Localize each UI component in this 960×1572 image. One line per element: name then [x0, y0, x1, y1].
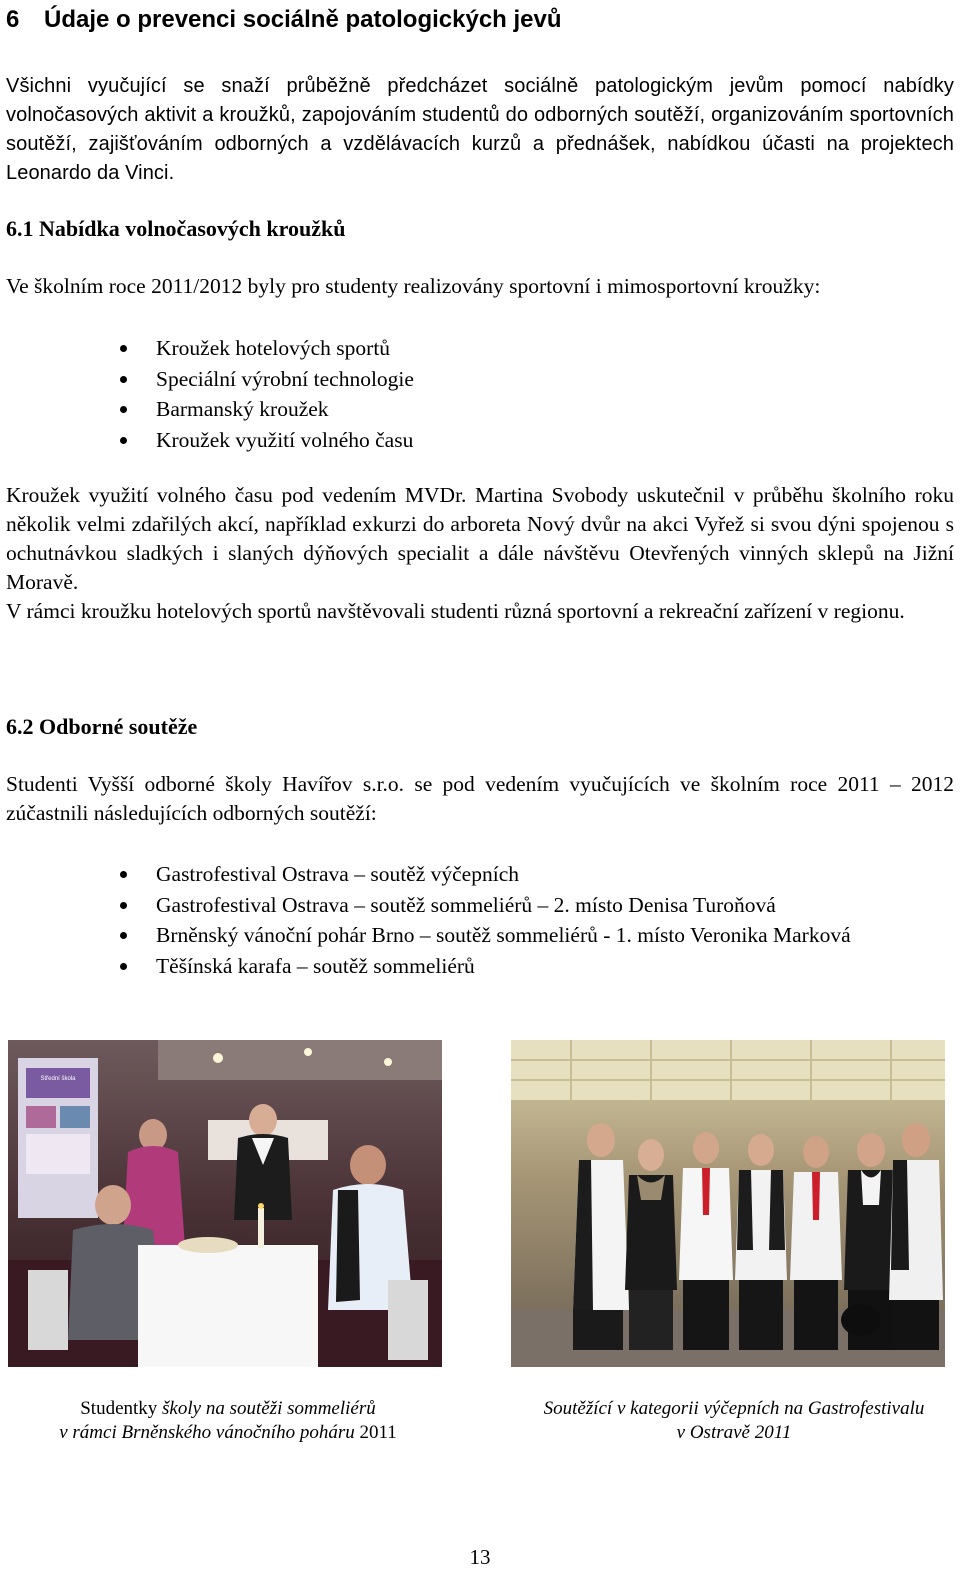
- section-6-1-paragraph: Ve školním roce 2011/2012 byly pro studenty realizovány sportovní i mimosportovní kroužky:: [6, 274, 821, 298]
- list-item: Kroužek využití volného času: [118, 425, 918, 456]
- caption-left-part4: 2011: [354, 1422, 397, 1443]
- caption-left-part2: školy na soutěži sommeliérů: [162, 1398, 376, 1419]
- caption-left-part3: v rámci Brněnského vánočního poháru: [59, 1422, 355, 1443]
- section-6-1-heading: 6.1 Nabídka volnočasových kroužků: [6, 216, 346, 241]
- list-item: Brněnský vánoční pohár Brno – soutěž sommeliérů - 1. místo Veronika Marková: [118, 920, 888, 951]
- gastrofestival-photo-image: [511, 1040, 945, 1367]
- clubs-list: [118, 333, 918, 455]
- section-6-2-heading: 6.2 Odborné soutěže: [6, 714, 198, 739]
- list-item: Kroužek hotelových sportů: [118, 333, 918, 364]
- list-item: Speciální výrobní technologie: [118, 364, 918, 395]
- leisure-club-paragraph: Kroužek využití volného času pod vedením MVDr. Martina Svobody uskutečnil v průběhu školního roku několik velmi zdařilých akcí, například exkurzi do arboreta Nový dvůr na akci Vyřež si svou dýni spojenou s ochutnávkou sladkých i slaných dýňových specialit a dále návštěvu Otevřených vinných sklepů na Jižní Moravě.: [6, 483, 954, 594]
- caption-left-part1: Studentky: [80, 1398, 163, 1419]
- list-item: Gastrofestival Ostrava – soutěž sommeliérů – 2. místo Denisa Turoňová: [118, 890, 888, 921]
- list-item: Gastrofestival Ostrava – soutěž výčepních: [118, 859, 888, 890]
- intro-paragraph: Všichni vyučující se snaží průběžně předcházet sociálně patologickým jevům pomocí nabídky volnočasových aktivit a kroužků, zapojováním studentů do odborných soutěží, organizováním sportovních soutěží, zajišťováním odborných a vzdělávacích kurzů a přednášek, nabídkou účasti na projektech Leonardo da Vinci.: [6, 75, 954, 184]
- right-photo-caption: [511, 1397, 957, 1445]
- sommelier-competition-photo: [8, 1040, 442, 1367]
- sommelier-photo-image: [8, 1040, 442, 1367]
- list-item: Těšínská karafa – soutěž sommeliérů: [118, 951, 888, 982]
- caption-right-line1: Soutěžící v kategorii výčepních na Gastrofestivalu: [543, 1398, 925, 1419]
- page-number: 13: [469, 1545, 491, 1569]
- banner-text: Střední škola: [40, 1076, 76, 1082]
- chapter-number: 6: [6, 6, 20, 33]
- left-photo-caption: [8, 1397, 448, 1445]
- gastrofestival-photo: [511, 1040, 945, 1367]
- competitions-list: [118, 859, 888, 981]
- chapter-heading: [6, 4, 562, 36]
- caption-right-line2: v Ostravě 2011: [676, 1422, 792, 1443]
- hotel-sports-paragraph: V rámci kroužku hotelových sportů navštěvovali studenti různá sportovní a rekreační zařízení v regionu.: [6, 599, 905, 623]
- section-6-2-paragraph: Studenti Vyšší odborné školy Havířov s.r.o. se pod vedením vyučujících ve školním roce 2011 – 2012 zúčastnili následujících odborných soutěží:: [6, 772, 954, 825]
- list-item: Barmanský kroužek: [118, 394, 918, 425]
- chapter-title: Údaje o prevenci sociálně patologických jevů: [44, 6, 562, 33]
